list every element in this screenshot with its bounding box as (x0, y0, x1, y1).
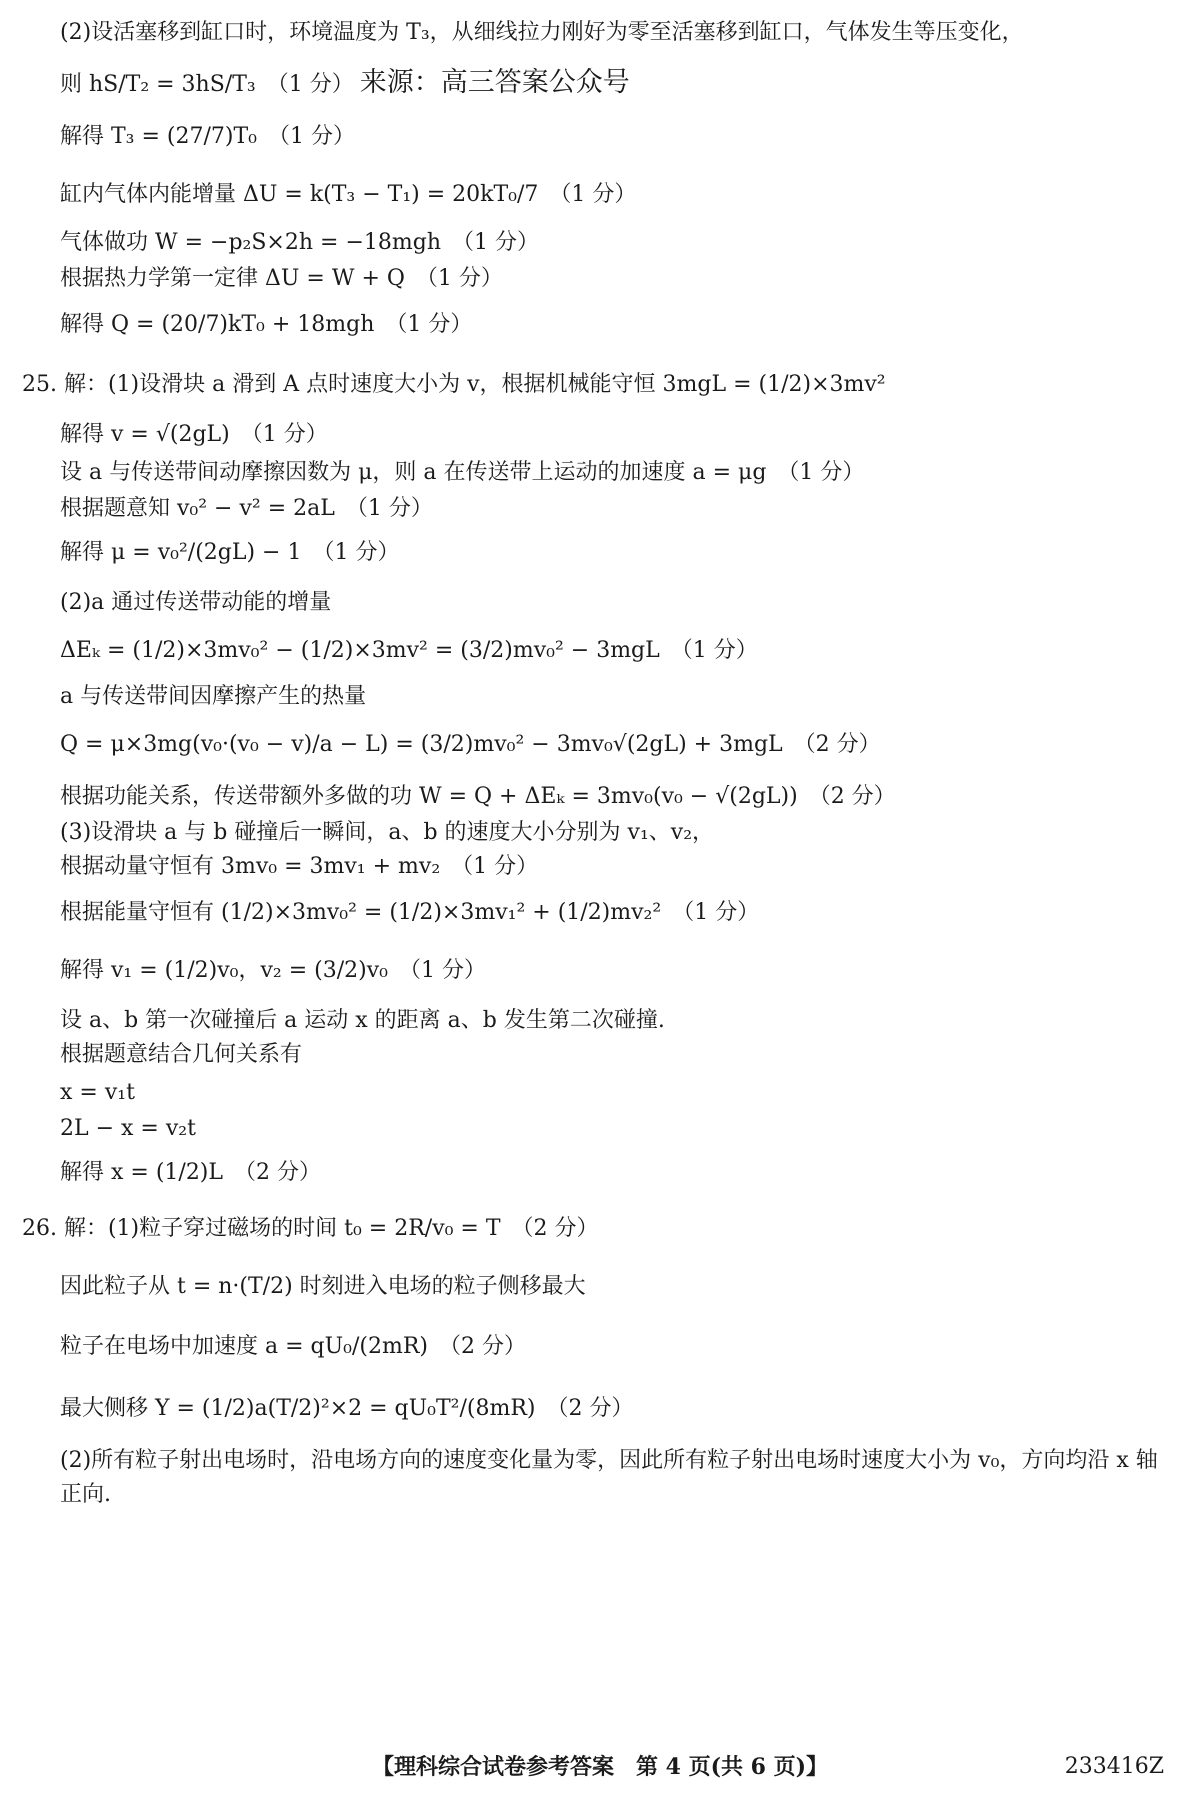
text-line: 根据题意结合几何关系有 (60, 1042, 303, 1067)
text-line: x = v₁t (60, 1080, 135, 1105)
text-line: a 与传送带间因摩擦产生的热量 (60, 684, 367, 709)
text-line: 设 a 与传送带间动摩擦因数为 μ，则 a 在传送带上运动的加速度 a = μg （1 分） (60, 460, 865, 485)
text-line: 根据功能关系，传送带额外多做的功 W = Q + ΔEₖ = 3mv₀(v₀ − √(2gL)) （2 分） (60, 784, 896, 809)
text-line: 2L − x = v₂t (60, 1116, 196, 1141)
text-line: (3)设滑块 a 与 b 碰撞后一瞬间，a、b 的速度大小分别为 v₁、v₂， (60, 820, 715, 845)
text-line: 因此粒子从 t = n·(T/2) 时刻进入电场的粒子侧移最大 (60, 1274, 586, 1299)
text-line: (2)a 通过传送带动能的增量 (60, 590, 332, 615)
text-line: (2)所有粒子射出电场时，沿电场方向的速度变化量为零，因此所有粒子射出电场时速度大小为 v₀，方向均沿 x 轴正向. (60, 1448, 1158, 1507)
text-line: 粒子在电场中加速度 a = qU₀/(2mR) （2 分） (60, 1334, 526, 1359)
text-line: 根据动量守恒有 3mv₀ = 3mv₁ + mv₂ （1 分） (60, 854, 539, 879)
text-line: (2)设活塞移到缸口时，环境温度为 T₃，从细线拉力刚好为零至活塞移到缸口，气体发生等压变化， (60, 20, 1024, 45)
watermark-text: 来源：高三答案公众号 (359, 67, 630, 98)
text-line (60, 68, 1170, 100)
text-line: 解得 v₁ = (1/2)v₀，v₂ = (3/2)v₀ （1 分） (60, 958, 486, 983)
text-line: 解得 v = √(2gL) （1 分） (60, 422, 328, 447)
question-25-heading: 25. 解：(1)设滑块 a 滑到 A 点时速度大小为 v，根据机械能守恒 3mgL = (1/2)×3mv² (22, 372, 886, 397)
equation: 则 hS/T₂ = 3hS/T₃ （1 分） (60, 72, 354, 97)
text-line: 解得 Q = (20/7)kT₀ + 18mgh （1 分） (60, 312, 473, 337)
text-line: 根据热力学第一定律 ΔU = W + Q （1 分） (60, 266, 503, 291)
text-line: 缸内气体内能增量 ΔU = k(T₃ − T₁) = 20kT₀/7 （1 分） (60, 182, 637, 207)
footer-title: 【理科综合试卷参考答案 第 4 页(共 6 页)】 (371, 1754, 829, 1780)
text-line: 解得 T₃ = (27/7)T₀ （1 分） (60, 124, 355, 149)
text-line: 解得 μ = v₀²/(2gL) − 1 （1 分） (60, 540, 400, 565)
text-line: 解得 x = (1/2)L （2 分） (60, 1160, 321, 1185)
text-line: ΔEₖ = (1/2)×3mv₀² − (1/2)×3mv² = (3/2)mv₀² − 3mgL （1 分） (60, 638, 758, 663)
text-line: 最大侧移 Y = (1/2)a(T/2)²×2 = qU₀T²/(8mR) （2 分） (60, 1396, 634, 1421)
question-26-heading: 26. 解：(1)粒子穿过磁场的时间 t₀ = 2R/v₀ = T （2 分） (22, 1216, 599, 1241)
document-code: 233416Z (1064, 1754, 1164, 1779)
text-line: 根据能量守恒有 (1/2)×3mv₀² = (1/2)×3mv₁² + (1/2)mv₂² （1 分） (60, 900, 760, 925)
text-line: Q = μ×3mg(v₀·(v₀ − v)/a − L) = (3/2)mv₀² − 3mv₀√(2gL) + 3mgL （2 分） (60, 732, 881, 757)
text-line: 根据题意知 v₀² − v² = 2aL （1 分） (60, 496, 433, 521)
text-line: 气体做功 W = −p₂S×2h = −18mgh （1 分） (60, 230, 539, 255)
text-line: 设 a、b 第一次碰撞后 a 运动 x 的距离 a、b 发生第二次碰撞. (60, 1008, 665, 1033)
